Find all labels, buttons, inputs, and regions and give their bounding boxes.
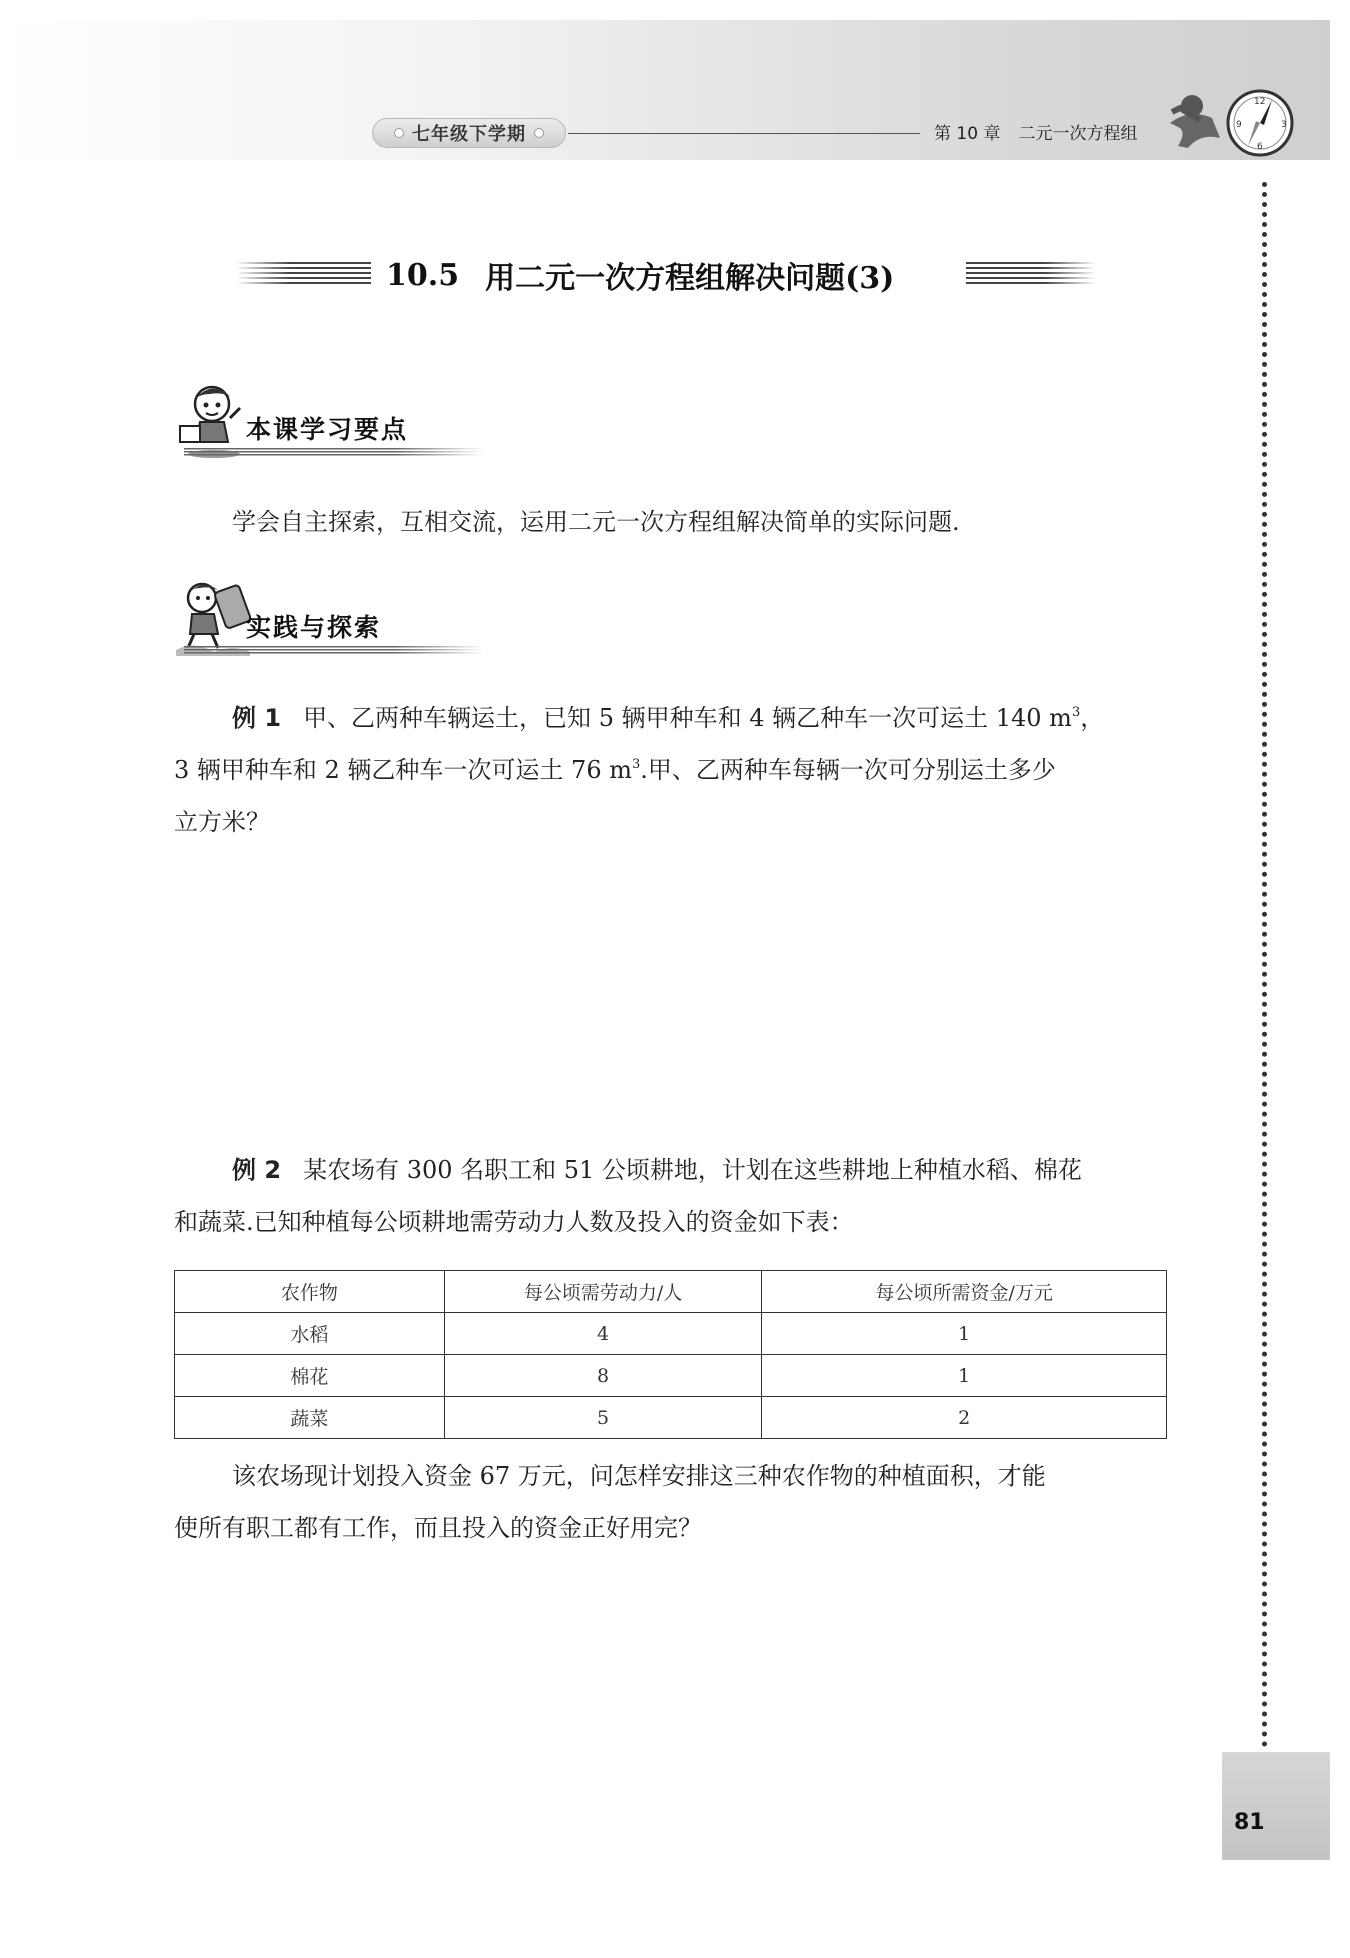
- table-header-cell: 每公顷所需资金/万元: [762, 1271, 1167, 1313]
- grade-badge: [372, 118, 566, 148]
- pill-dot-icon: [394, 128, 404, 138]
- example1-label: 例 1: [232, 704, 282, 732]
- table-cell: 1: [762, 1355, 1167, 1397]
- table-row: [175, 1355, 1167, 1397]
- table-cell: 1: [762, 1313, 1167, 1355]
- header-rule: [568, 133, 920, 134]
- example1-line1: 例 1 甲、乙两种车辆运土，已知 5 辆甲种车和 4 辆乙种车一次可运土 140 $m^3$，: [232, 704, 1105, 732]
- key-points-label: 本课学习要点: [246, 415, 409, 444]
- badge-underline: [184, 448, 484, 456]
- example2-question-line1: 该农场现计划投入资金 67 万元，问怎样安排这三种农作物的种植面积，才能: [232, 1462, 1046, 1490]
- svg-text:6: 6: [1257, 142, 1263, 152]
- table-cell: 蔬菜: [175, 1397, 445, 1439]
- exponent: 3: [631, 757, 641, 772]
- compass-runner-icon: [1150, 78, 1300, 168]
- example2-label: 例 2: [232, 1156, 282, 1184]
- section-number: 10.5: [386, 257, 460, 293]
- chapter-number: 第 10 章: [934, 124, 1001, 144]
- example1-line3: 立方米？: [174, 808, 270, 836]
- table-row: [175, 1313, 1167, 1355]
- practice-badge: [174, 578, 474, 658]
- svg-text:9: 9: [1236, 120, 1242, 130]
- section-title: [386, 250, 956, 300]
- dotted-margin: [1262, 182, 1267, 1748]
- table-cell: 5: [444, 1397, 762, 1439]
- title-decoration-right: [966, 262, 1096, 286]
- table-cell: 棉花: [175, 1355, 445, 1397]
- badge-underline: [184, 646, 484, 654]
- table-cell: 8: [444, 1355, 762, 1397]
- chapter-label: [934, 119, 1155, 147]
- svg-text:3: 3: [1281, 120, 1287, 130]
- example2-line1: 例 2 某农场有 300 名职工和 51 公顷耕地，计划在这些耕地上种植水稻、棉花: [232, 1156, 1082, 1184]
- key-points-badge: [174, 380, 474, 460]
- table-cell: 4: [444, 1313, 762, 1355]
- table-header-cell: 农作物: [175, 1271, 445, 1313]
- title-decoration-left: [236, 262, 371, 286]
- example1-line2: 3 辆甲种车和 2 辆乙种车一次可运土 76 $m^3$.甲、乙两种车每辆一次可分别运土多少: [174, 756, 1056, 784]
- crop-table: [174, 1270, 1167, 1439]
- page-number-tab: [1222, 1752, 1330, 1860]
- key-points-text: 学会自主探索，互相交流，运用二元一次方程组解决简单的实际问题.: [232, 508, 960, 536]
- page-number: 81: [1234, 1810, 1265, 1835]
- chapter-title: 二元一次方程组: [1018, 124, 1138, 144]
- example2-question-line2: 使所有职工都有工作，而且投入的资金正好用完？: [174, 1514, 702, 1542]
- table-header-row: [175, 1271, 1167, 1313]
- table-cell: 水稻: [175, 1313, 445, 1355]
- table-row: [175, 1397, 1167, 1439]
- section-title-row: [236, 250, 1096, 300]
- table-header-cell: 每公顷需劳动力/人: [444, 1271, 762, 1313]
- grade-label: 七年级下学期: [412, 124, 526, 145]
- pill-dot-icon: [534, 128, 544, 138]
- exponent: 3: [1071, 705, 1081, 720]
- example2-line2: 和蔬菜.已知种植每公顷耕地需劳动力人数及投入的资金如下表：: [174, 1208, 854, 1236]
- section-title-text: 用二元一次方程组解决问题(3): [485, 261, 895, 296]
- svg-text:12: 12: [1254, 97, 1266, 107]
- practice-label: 实践与探索: [246, 613, 382, 642]
- table-cell: 2: [762, 1397, 1167, 1439]
